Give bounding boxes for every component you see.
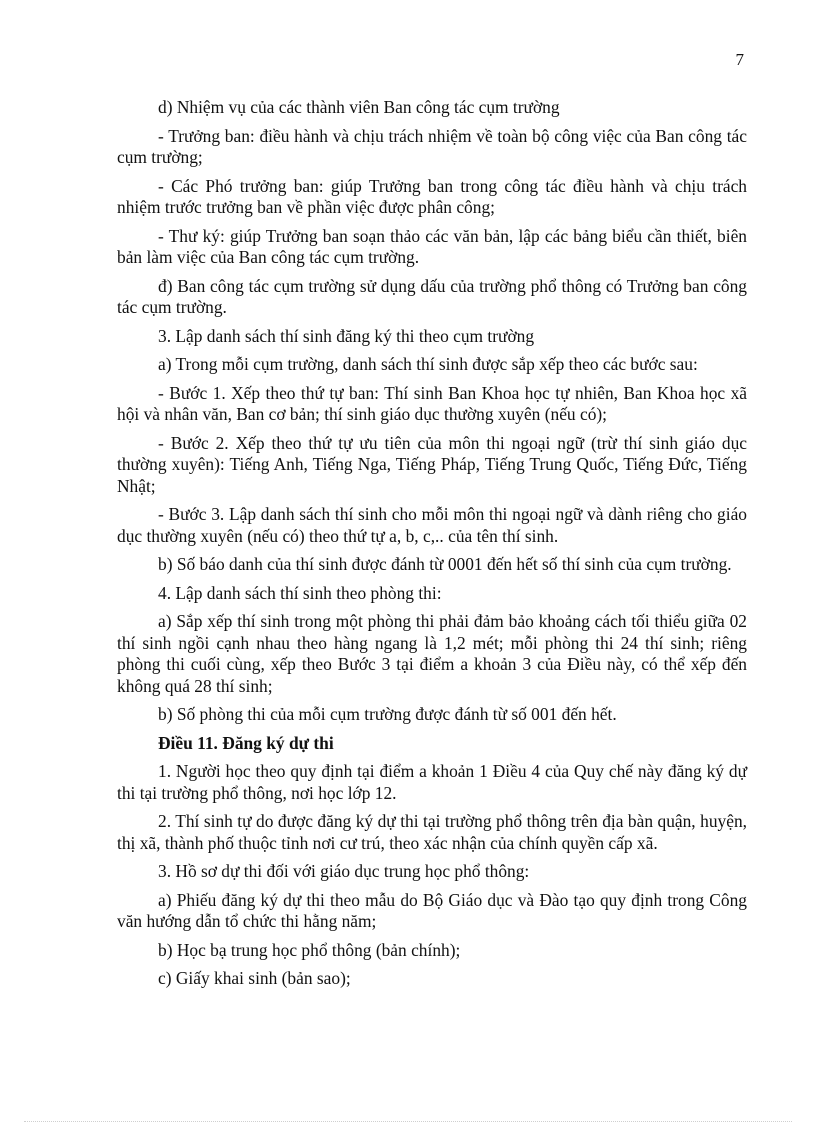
page-bottom-divider — [24, 1121, 792, 1122]
article-11-heading: Điều 11. Đăng ký dự thi — [158, 732, 334, 753]
paragraph-section-3: 3. Lập danh sách thí sinh đăng ký thi theo cụm trường — [158, 325, 535, 346]
paragraph-buoc-1: - Bước 1. Xếp theo thứ tự ban: Thí sinh Ban Khoa học tự nhiên, Ban Khoa học xã hội và nhân văn, Ban cơ bản; thí sinh giáo dục thường xuyên (nếu có); — [117, 382, 747, 424]
paragraph-buoc-3: - Bước 3. Lập danh sách thí sinh cho mỗi môn thi ngoại ngữ và dành riêng cho giáo dục thường xuyên (nếu có) theo thứ tự a, b, c,.. của tên thí sinh. — [117, 504, 747, 546]
paragraph-11-3a: a) Phiếu đăng ký dự thi theo mẫu do Bộ Giáo dục và Đào tạo quy định trong Công văn hướng dẫn tổ chức thi hằng năm; — [117, 889, 747, 931]
paragraph-d-nhiem-vu: d) Nhiệm vụ của các thành viên Ban công tác cụm trường — [158, 97, 560, 117]
paragraph-thu-ky: - Thư ký: giúp Trưởng ban soạn thảo các văn bản, lập các bảng biểu cần thiết, biên bản làm việc của Ban công tác cụm trường. — [117, 225, 747, 267]
paragraph-11-3b: b) Học bạ trung học phổ thông (bản chính); — [158, 939, 461, 960]
paragraph-11-2: 2. Thí sinh tự do được đăng ký dự thi tại trường phổ thông trên địa bàn quận, huyện, thị xã, thành phố thuộc tỉnh nơi cư trú, theo xác nhận của chính quyền cấp xã. — [117, 811, 747, 853]
document-body — [117, 97, 747, 997]
page-number: 7 — [735, 50, 744, 69]
paragraph-section-4: 4. Lập danh sách thí sinh theo phòng thi: — [158, 582, 442, 603]
paragraph-11-3c: c) Giấy khai sinh (bản sao); — [158, 968, 351, 988]
paragraph-dau-truong: đ) Ban công tác cụm trường sử dụng dấu của trường phổ thông có Trưởng ban công tác cụm trường. — [117, 275, 747, 317]
paragraph-truong-ban: - Trưởng ban: điều hành và chịu trách nhiệm về toàn bộ công việc của Ban công tác cụm trường; — [117, 125, 747, 167]
paragraph-buoc-2: - Bước 2. Xếp theo thứ tự ưu tiên của môn thi ngoại ngữ (trừ thí sinh giáo dục thường xuyên): Tiếng Anh, Tiếng Nga, Tiếng Pháp, Tiếng Trung Quốc, Tiếng Đức, Tiếng Nhật; — [117, 432, 747, 496]
paragraph-4a: a) Sắp xếp thí sinh trong một phòng thi phải đảm bảo khoảng cách tối thiểu giữa 02 thí sinh ngồi cạnh nhau theo hàng ngang là 1,2 mét; mỗi phòng thi 24 thí sinh; riêng phòng thi cuối cùng, xếp theo Bước 3 tại điểm a khoản 3 của Điều này, có thể xếp đến không quá 28 thí sinh; — [117, 611, 747, 696]
paragraph-11-1: 1. Người học theo quy định tại điểm a khoản 1 Điều 4 của Quy chế này đăng ký dự thi tại trường phổ thông, nơi học lớp 12. — [117, 761, 747, 803]
paragraph-11-3: 3. Hồ sơ dự thi đối với giáo dục trung học phổ thông: — [158, 861, 530, 881]
paragraph-3b: b) Số báo danh của thí sinh được đánh từ 0001 đến hết số thí sinh của cụm trường. — [158, 554, 732, 574]
paragraph-3a: a) Trong mỗi cụm trường, danh sách thí sinh được sắp xếp theo các bước sau: — [158, 354, 698, 374]
paragraph-4b: b) Số phòng thi của mỗi cụm trường được đánh từ số 001 đến hết. — [158, 704, 617, 724]
paragraph-pho-truong-ban: - Các Phó trưởng ban: giúp Trưởng ban trong công tác điều hành và chịu trách nhiệm trước trưởng ban về phần việc được phân công; — [117, 175, 747, 217]
